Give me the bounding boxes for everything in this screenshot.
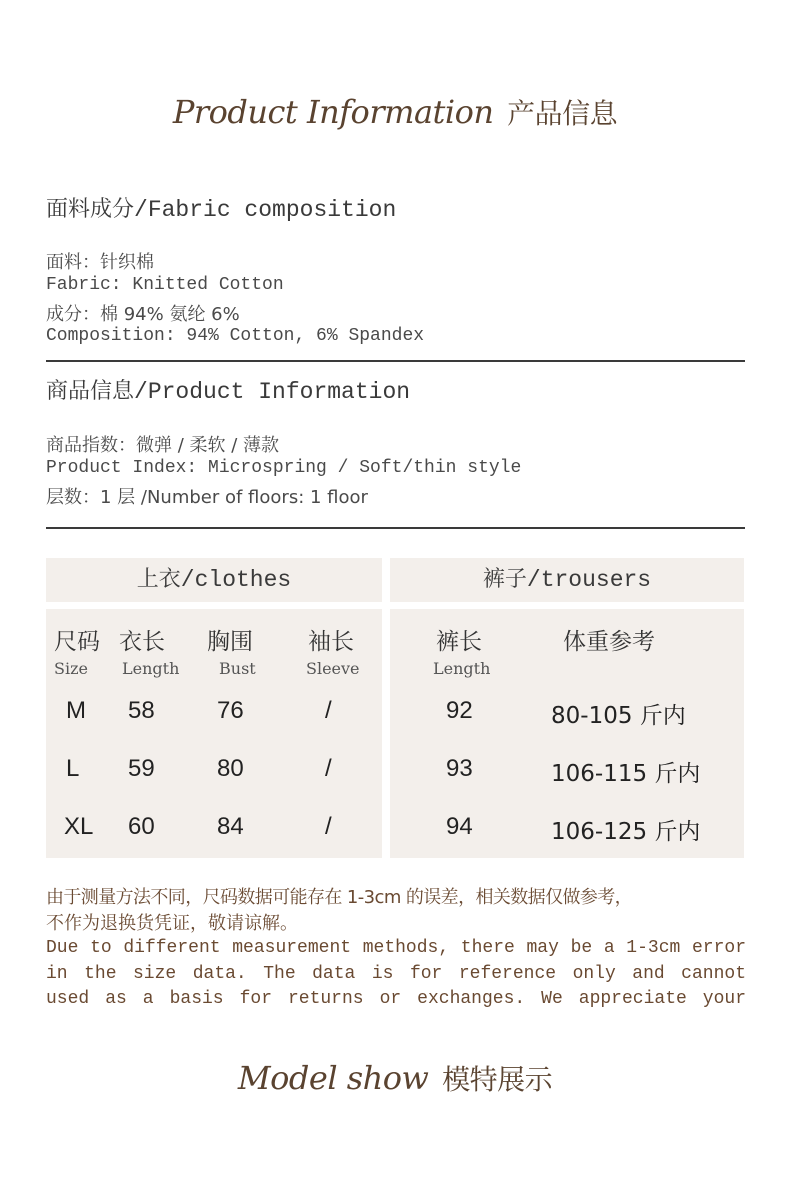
fabric-line-1: 面料：针织棉 xyxy=(46,252,154,273)
table-cell: 92 xyxy=(446,697,473,724)
model-show-title-cn: 模特展示 xyxy=(442,1063,553,1096)
page-title-en: Product Information xyxy=(172,93,494,131)
col-bust-cn: 胸围 xyxy=(207,629,253,655)
clothes-table-header: 上衣/clothes xyxy=(46,558,382,602)
measurement-note xyxy=(46,885,746,1013)
product-heading-en: /Product Information xyxy=(134,379,411,405)
fabric-line-4: Composition: 94% Cotton, 6% Spandex xyxy=(46,326,425,346)
table-cell: 106-125 斤内 xyxy=(551,819,701,845)
col-trouser-length-en: Length xyxy=(433,659,491,678)
fabric-heading-en: /Fabric composition xyxy=(134,197,397,223)
note-en-line-3: used as a basis for returns or exchanges. We appreciate your xyxy=(46,989,746,1009)
col-sleeve-cn: 袖长 xyxy=(308,629,354,655)
table-cell: / xyxy=(325,697,332,724)
fabric-line-2: Fabric: Knitted Cotton xyxy=(46,275,284,295)
col-size-en: Size xyxy=(54,659,88,678)
product-line-3: 层数：1 层 /Number of floors: 1 floor xyxy=(46,487,368,508)
col-size-cn: 尺码 xyxy=(54,629,100,655)
table-cell: / xyxy=(325,813,332,840)
product-heading-cn: 商品信息 xyxy=(46,379,135,404)
model-show-title-en: Model show xyxy=(237,1059,429,1097)
note-cn-line-1: 由于测量方法不同，尺码数据可能存在 1-3cm 的误差，相关数据仅做参考， xyxy=(46,887,633,908)
fabric-line-3: 成分：棉 94% 氨纶 6% xyxy=(46,304,240,325)
page-title xyxy=(0,92,790,132)
section-divider xyxy=(46,360,745,362)
table-cell: 93 xyxy=(446,755,473,782)
note-cn-line-2: 不作为退换货凭证，敬请谅解。 xyxy=(46,912,298,934)
table-cell: XL xyxy=(64,813,94,840)
product-line-2: Product Index: Microspring / Soft/thin style xyxy=(46,458,522,478)
table-cell: 76 xyxy=(217,697,244,724)
col-trouser-length-cn: 裤长 xyxy=(436,629,482,655)
col-sleeve-en: Sleeve xyxy=(306,659,360,678)
note-en-line-1: Due to different measurement methods, there may be a 1-3cm error xyxy=(46,938,746,958)
note-en-line-2: in the size data. The data is for reference only and cannot xyxy=(46,963,746,984)
table-cell: 58 xyxy=(128,697,155,724)
table-cell: 94 xyxy=(446,813,473,840)
table-cell: 80-105 斤内 xyxy=(551,703,686,729)
col-length-cn: 衣长 xyxy=(119,629,165,655)
fabric-section-heading xyxy=(46,192,396,223)
table-cell: / xyxy=(325,755,332,782)
product-line-1: 商品指数：微弹 / 柔软 / 薄款 xyxy=(46,435,280,456)
table-cell: 59 xyxy=(128,755,155,782)
table-cell: 80 xyxy=(217,755,244,782)
section-divider xyxy=(46,527,745,529)
page-title-cn: 产品信息 xyxy=(507,97,618,130)
table-cell: L xyxy=(66,755,80,782)
product-section-heading xyxy=(46,374,410,405)
col-weight-cn: 体重参考 xyxy=(563,629,655,655)
table-cell: 60 xyxy=(128,813,155,840)
table-cell: 84 xyxy=(217,813,244,840)
model-show-title xyxy=(0,1058,790,1098)
table-cell: M xyxy=(66,697,86,724)
col-bust-en: Bust xyxy=(219,659,256,678)
trousers-table-header: 裤子/trousers xyxy=(390,558,744,602)
fabric-heading-cn: 面料成分 xyxy=(46,197,135,222)
table-cell: 106-115 斤内 xyxy=(551,761,701,787)
col-length-en: Length xyxy=(122,659,180,678)
